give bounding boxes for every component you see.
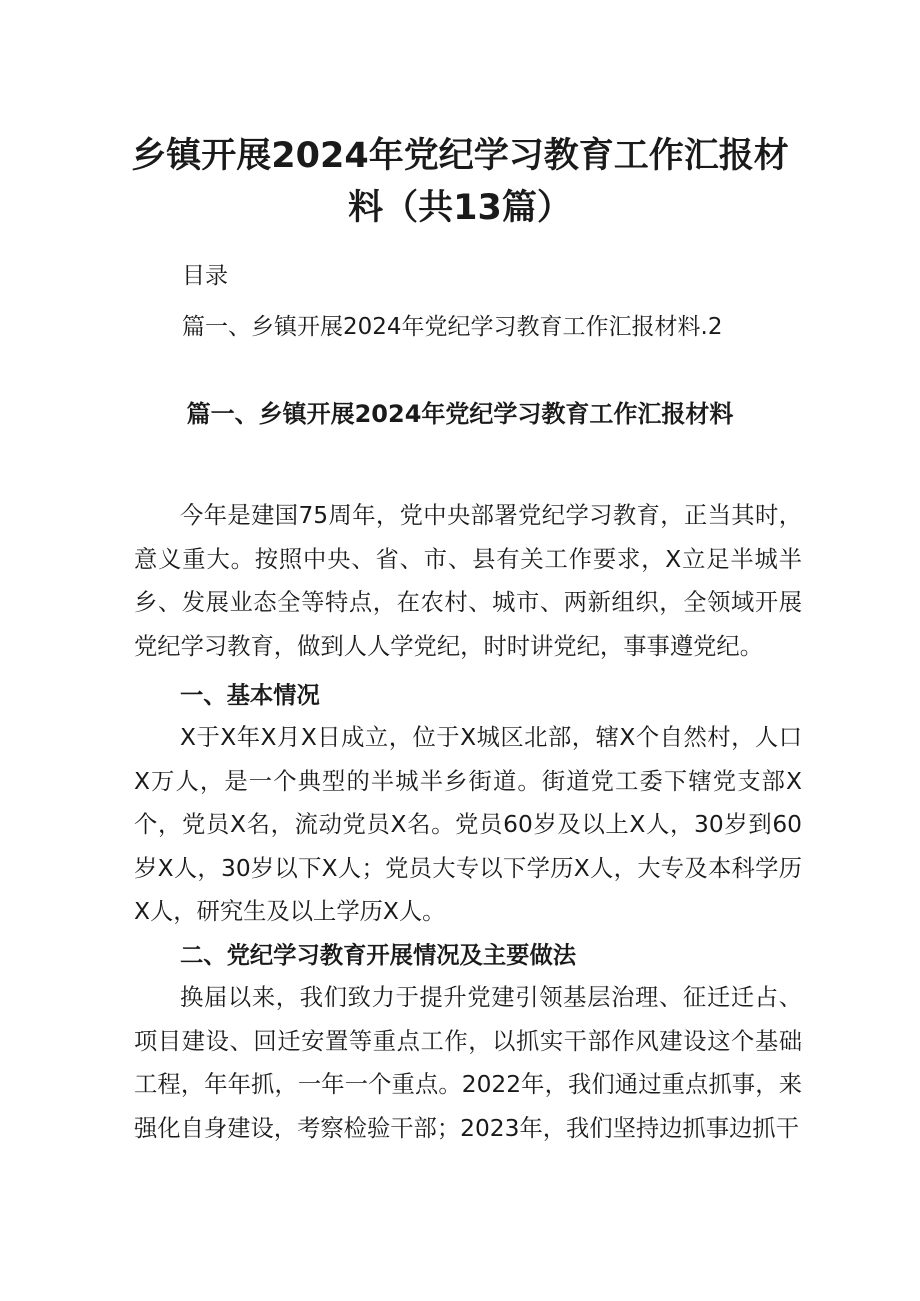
toc-item[interactable]: 篇一、乡镇开展2024年党纪学习教育工作汇报材料.2: [182, 314, 723, 340]
heading-basic-situation: 一、基本情况: [180, 682, 320, 709]
paragraph-basic-situation: X于X年X月X日成立，位于X城区北部，辖X个自然村，人口X万人，是一个典型的半城半乡街道。街道党工委下辖党支部X个，党员X名，流动党员X名。党员60岁及以上X人，30岁到60岁X人，30岁以下X人；党员大专以下学历X人，大专及本科学历X人，研究生及以上学历X人。: [134, 724, 802, 925]
toc-label: 目录: [182, 263, 228, 289]
heading-practices: 二、党纪学习教育开展情况及主要做法: [180, 942, 577, 969]
paragraph-practices: 换届以来，我们致力于提升党建引领基层治理、征迁迁占、项目建设、回迁安置等重点工作，以抓实干部作风建设这个基础工程，年年抓，一年一个重点。2022年，我们通过重点抓事，来强化自身建设，考察检验干部；2023年，我们坚持边抓事边抓干: [134, 984, 802, 1142]
document-title: 乡镇开展2024年党纪学习教育工作汇报材料（共13篇）: [131, 136, 789, 228]
paragraph-intro: 今年是建国75周年，党中央部署党纪学习教育，正当其时，意义重大。按照中央、省、市、县有关工作要求，X立足半城半乡、发展业态全等特点，在农村、城市、两新组织，全领域开展党纪学习教育，做到人人学党纪，时时讲党纪，事事遵党纪。: [134, 502, 802, 660]
section-title: 篇一、乡镇开展2024年党纪学习教育工作汇报材料: [186, 400, 734, 428]
